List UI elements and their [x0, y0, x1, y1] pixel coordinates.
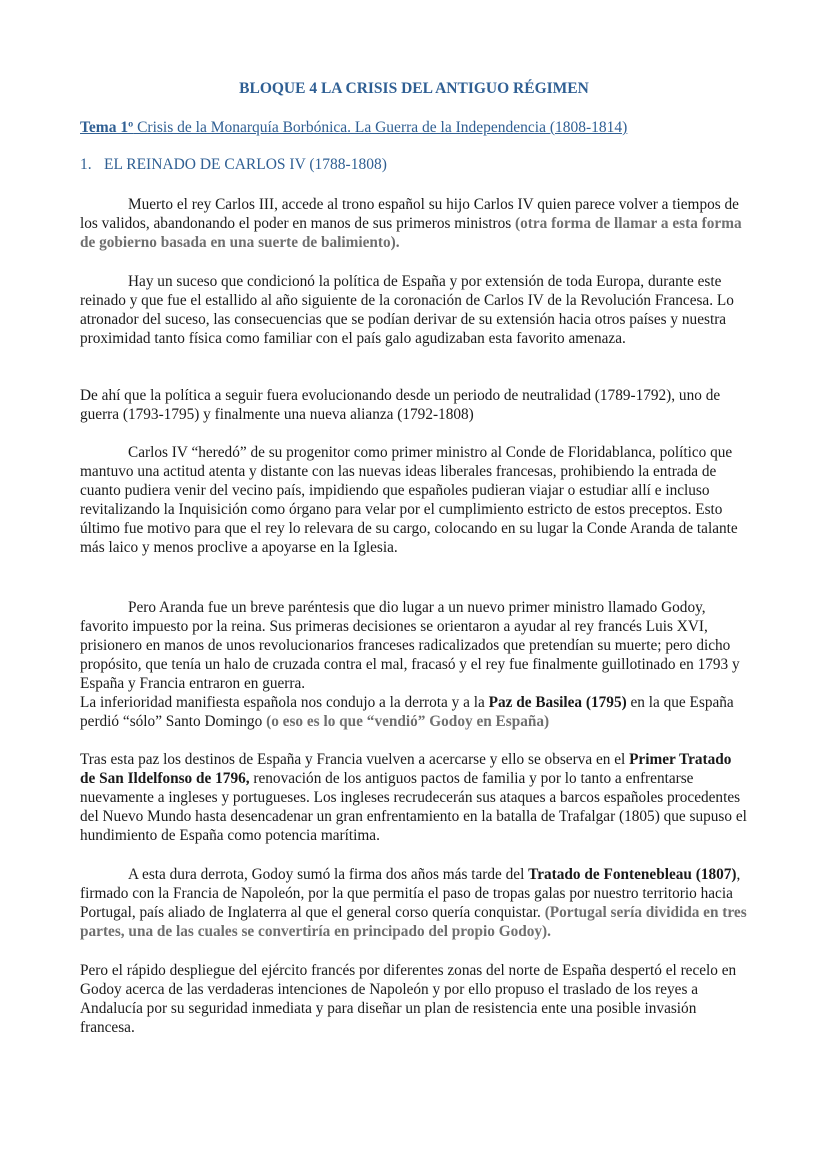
treaty-fontainebleau: Tratado de Fontenebleau (1807) — [528, 866, 737, 883]
paragraph-text: La inferioridad manifiesta española nos condujo a la derrota y a la — [80, 694, 489, 711]
paragraph-2: Hay un suceso que condicionó la política de España y por extensión de toda Europa, durante este reinado y que fue el estallido al año siguiente de la coronación de Carlos IV de la Revolución Francesa. Lo atronador del suceso, las consecuencias que se podían derivar de su extensión hacia otros países y nuestra proximidad tanto física como familiar con el país galo agudizaban esta favorito amenaza. — [80, 273, 734, 347]
paragraph-text: Muerto el rey Carlos III, accede al trono español su hijo Carlos IV quien parece volver a tiempos de los validos, abandonando el poder en manos de sus primeros ministros — [80, 196, 739, 232]
section-heading — [80, 156, 387, 174]
block-title: BLOQUE 4 LA CRISIS DEL ANTIGUO RÉGIMEN — [239, 80, 589, 97]
treaty-san-ildefonso: Primer Tratado de San Ildelfonso de 1796, — [80, 751, 732, 787]
paragraph-text: A esta dura derrota, Godoy sumó la firma dos años más tarde del — [128, 866, 529, 883]
section-number: 1. — [80, 156, 92, 173]
paragraph-4: Carlos IV “heredó” de su progenitor como primer ministro al Conde de Floridablanca, político que mantuvo una actitud atenta y distante con las nuevas ideas liberales francesas, prohibiendo la entrada de cuanto pudiera venir del vecino país, impidiendo que españoles pudieran viajar o estudiar allí e incluso revitalizando la Inquisición como órgano para velar por el cumplimiento estricto de estos preceptos. Esto último fue motivo para que el rey lo relevara de su cargo, colocando en su lugar la Conde Aranda de talante más laico y menos proclive a apoyarse en la Iglesia. — [80, 444, 738, 556]
paragraph-1 — [80, 196, 748, 253]
paragraph-3: De ahí que la política a seguir fuera evolucionando desde un periodo de neutralidad (1789-1792), uno de guerra (1793-1795) y finalmente una nueva alianza (1792-1808) — [80, 387, 721, 423]
topic-text: Crisis de la Monarquía Borbónica. La Guerra de la Independencia (1808-1814) — [133, 119, 628, 136]
paragraph-note: (otra forma de llamar a esta forma de gobierno basada en una suerte de balimiento). — [80, 214, 742, 251]
paragraph-note: (o eso es lo que “vendió” Godoy en España) — [266, 712, 550, 730]
paragraph-8 — [80, 866, 748, 942]
paragraph-note: (Portugal sería dividida en tres partes, una de las cuales se convertiría en principado del propio Godoy). — [80, 903, 747, 940]
paragraph-6 — [80, 694, 748, 732]
paragraph-9: Pero el rápido despliegue del ejército francés por diferentes zonas del norte de España despertó el recelo en Godoy acerca de las verdaderas intenciones de Napoleón y por ello propuso el traslado de los reyes a Andalucía por su seguridad inmediata y para diseñar un plan de resistencia ente una posible invasión francesa. — [80, 962, 737, 1036]
treaty-basilea: Paz de Basilea (1795) — [488, 694, 627, 711]
paragraph-text: , firmado con la Francia de Napoleón, por la que permitía el paso de tropas galas por nuestro territorio hacia Portugal, país aliado de Inglaterra al que el general corso quería conquistar. — [80, 866, 741, 921]
paragraph-7 — [80, 751, 748, 846]
paragraph-text: en la que España perdió “sólo” Santo Domingo — [80, 694, 734, 730]
paragraph-text: renovación de los antiguos pactos de familia y por lo tanto a enfrentarse nuevamente a ingleses y portugueses. Los ingleses recrudecerán sus ataques a barcos españoles procedentes del Nuevo Mundo hasta desencadenar un gran enfrentamiento en la batalla de Trafalgar (1805) que supuso el hundimiento de España como potencia marítima. — [80, 769, 747, 844]
topic-heading — [80, 119, 627, 137]
paragraph-text: Tras esta paz los destinos de España y Francia vuelven a acercarse y ello se observa en el — [80, 751, 630, 768]
paragraph-5: Pero Aranda fue un breve paréntesis que dio lugar a un nuevo primer ministro llamado Godoy, favorito impuesto por la reina. Sus primeras decisiones se orientaron a ayudar al rey francés Luis XVI, prisionero en manos de unos revolucionarios franceses radicalizados que pretendían su muerte; pero dicho propósito, que tenía un halo de cruzada contra el mal, fracasó y el rey fue finalmente guillotinado en 1793 y España y Francia entraron en guerra. — [80, 599, 740, 692]
section-title: EL REINADO DE CARLOS IV (1788-1808) — [104, 156, 387, 173]
topic-label: Tema 1º — [80, 119, 134, 136]
